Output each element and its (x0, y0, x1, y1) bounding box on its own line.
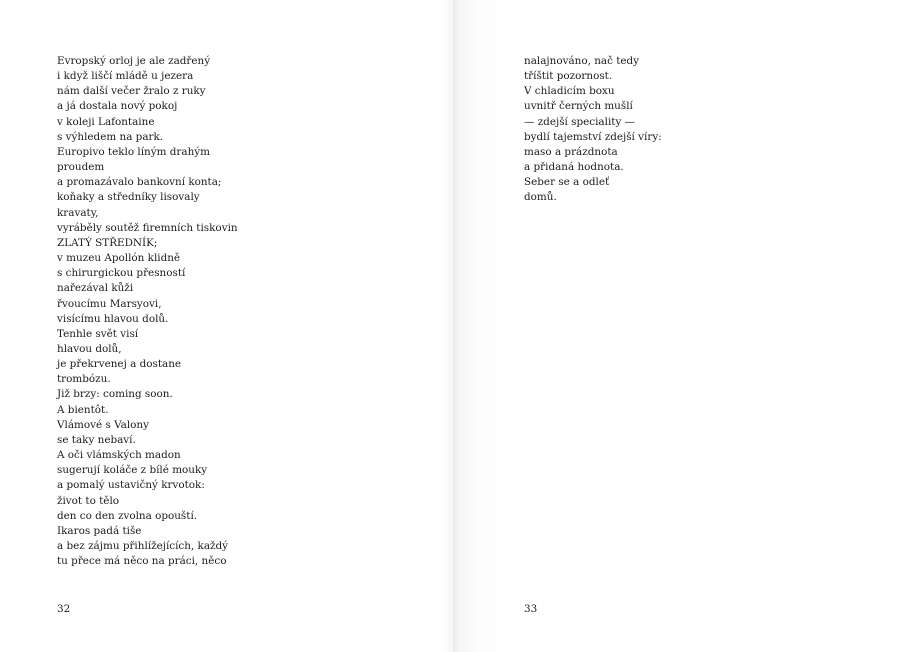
poem-line: hlavou dolů, (57, 342, 122, 355)
poem-line: Tenhle svět visí (57, 327, 139, 340)
poem-line: V chladicím boxu (524, 85, 615, 98)
poem-line: a pomalý ustavičný krvotok: (57, 479, 205, 492)
poem-line: se taky nebaví. (57, 433, 136, 446)
poem-line: — zdejší speciality — (524, 115, 636, 128)
poem-line: s chirurgickou přesností (57, 267, 186, 280)
poem-line: s výhledem na park. (57, 130, 164, 143)
poem-line: řvoucímu Marsyovi, (57, 297, 162, 310)
poem-line: Seber se a odleť (524, 176, 610, 189)
poem-line: Evropský orloj je ale zadřený (57, 55, 211, 67)
poem-line: A oči vlámských madon (57, 449, 181, 462)
right-page (453, 0, 907, 652)
poem-line: v muzeu Apollón klidně (57, 252, 181, 265)
poem-line: i když liščí mládě u jezera (57, 70, 194, 83)
poem-line: domů. (524, 191, 557, 204)
poem-line: Europivo teklo líným drahým (57, 145, 210, 158)
poem-line: v koleji Lafontaine (57, 115, 155, 128)
poem-line: kravaty, (57, 206, 99, 219)
poem-line: proudem (57, 161, 105, 174)
poem-line: nalajnováno, nač tedy (524, 55, 640, 67)
poem-line: vyráběly soutěž firemních tiskovin (57, 221, 238, 234)
poem-line: nám další večer žralo z ruky (57, 85, 206, 98)
poem-line: a přidaná hodnota. (524, 161, 624, 174)
left-poem-text (57, 54, 238, 569)
poem-line: tu přece má něco na práci, něco (57, 555, 227, 568)
poem-line: maso a prázdnota (524, 145, 618, 158)
poem-line: koňaky a středníky lisovaly (57, 191, 200, 204)
right-poem-text (524, 54, 662, 206)
page-number-left: 32 (57, 603, 71, 615)
poem-line: Ikaros padá tiše (57, 524, 142, 537)
page-number-right: 33 (524, 603, 538, 615)
poem-line: trombózu. (57, 373, 111, 386)
poem-line: visícímu hlavou dolů. (57, 312, 169, 325)
poem-line: Již brzy: coming soon. (57, 388, 173, 401)
poem-line: a promazávalo bankovní konta; (57, 176, 222, 189)
gutter-shadow (440, 0, 453, 652)
poem-line: Vlámové s Valony (57, 418, 149, 431)
poem-line: je překrvenej a dostane (57, 358, 182, 371)
poem-line: nařezával kůži (57, 282, 134, 295)
poem-line: a bez zájmu přihlížejících, každý (57, 540, 229, 552)
poem-line: A bientôt. (57, 403, 109, 416)
poem-line: život to tělo (57, 494, 120, 507)
left-page (0, 0, 453, 652)
poem-line: den co den zvolna opouští. (57, 509, 198, 522)
poem-line: ZLATÝ STŘEDNÍK; (57, 236, 158, 249)
poem-line: tříštit pozornost. (524, 70, 613, 83)
poem-line: sugerují koláče z bílé mouky (57, 464, 208, 477)
poem-line: uvnitř černých mušlí (524, 100, 633, 113)
poem-line: a já dostala nový pokoj (57, 100, 178, 113)
poem-line: bydlí tajemství zdejší víry: (524, 130, 662, 143)
